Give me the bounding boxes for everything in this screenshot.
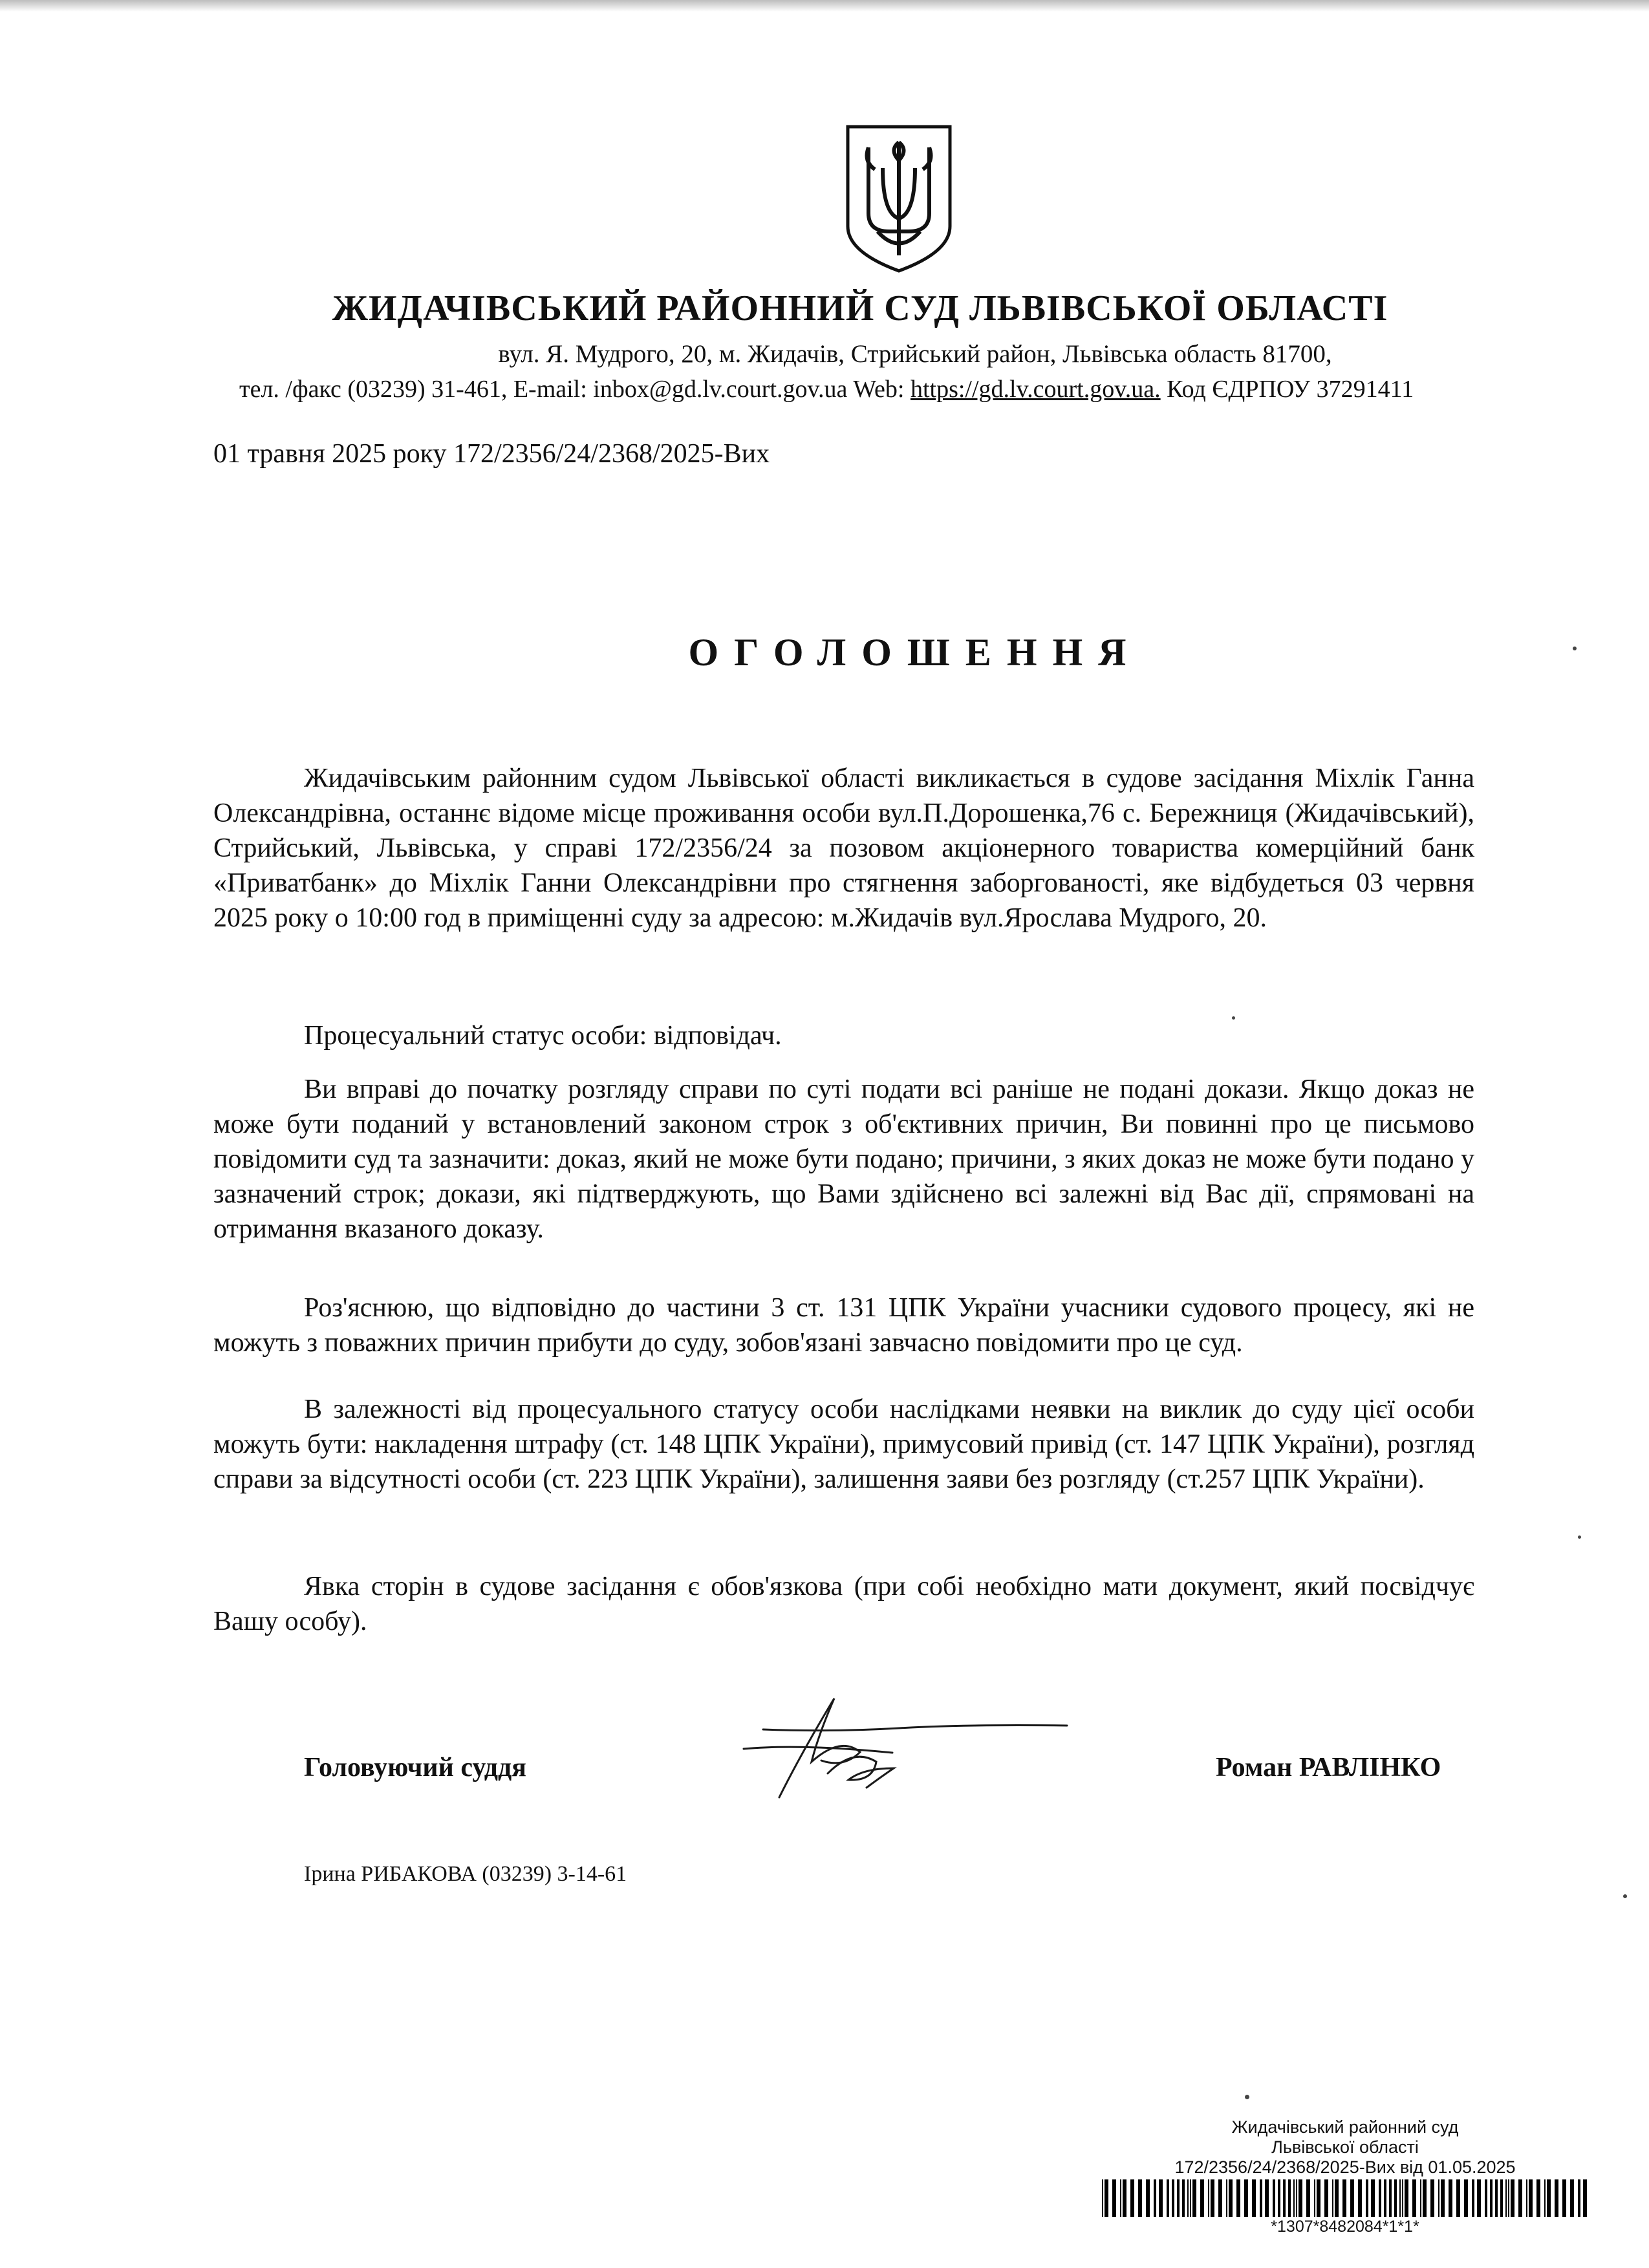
barcode (1099, 2179, 1591, 2217)
barcode-bar (1536, 2179, 1540, 2217)
website-link[interactable]: https://gd.lv.court.gov.ua. (910, 376, 1161, 403)
barcode-bar (1105, 2179, 1108, 2217)
barcode-bar (1529, 2179, 1533, 2217)
barcode-bar (1187, 2179, 1189, 2217)
barcode-bar (1159, 2179, 1163, 2217)
barcode-bar (1229, 2179, 1233, 2217)
trident-coat-of-arms-icon (844, 123, 954, 275)
barcode-text: *1307*8482084*1*1* (1271, 2218, 1419, 2236)
barcode-bar (1252, 2179, 1256, 2217)
barcode-bar (1167, 2179, 1169, 2217)
consequences-paragraph (213, 1392, 1474, 1497)
stamp-region-line: Львівської області (1271, 2137, 1419, 2157)
barcode-bar (1366, 2179, 1368, 2217)
barcode-bar (1306, 2179, 1310, 2217)
barcode-bar (1570, 2179, 1574, 2217)
barcode-bar (1449, 2179, 1452, 2217)
barcode-bar (1211, 2179, 1214, 2217)
barcode-bar (1120, 2179, 1121, 2217)
registration-stamp (1093, 2117, 1597, 2237)
status-text: Процесуальний статус особи: відповідач. (304, 1021, 782, 1051)
barcode-bar (1389, 2179, 1392, 2217)
document-reference: 01 травня 2025 року 172/2356/24/2368/2025-Вих (213, 439, 770, 469)
judge-position: Головуючий суддя (304, 1753, 526, 1782)
barcode-bar (1456, 2179, 1460, 2217)
scan-speck (1232, 1016, 1235, 1020)
barcode-bar (1190, 2179, 1191, 2217)
barcode-bar (1278, 2179, 1280, 2217)
barcode-bar (1472, 2179, 1474, 2217)
barcode-bar (1495, 2179, 1498, 2217)
barcode-bar (1182, 2179, 1185, 2217)
barcode-bar (1526, 2179, 1527, 2217)
judge-name: Роман РАВЛІНКО (1216, 1753, 1441, 1782)
barcode-bar (1544, 2179, 1546, 2217)
barcode-bar (1441, 2179, 1445, 2217)
court-contacts (239, 375, 1414, 403)
barcode-bar (1200, 2179, 1204, 2217)
scan-top-edge (0, 0, 1649, 12)
barcode-bar (1296, 2179, 1297, 2217)
barcode-bar (1146, 2179, 1150, 2217)
handwritten-signature (705, 1691, 1080, 1801)
scan-speck (1245, 2095, 1249, 2099)
barcode-bar (1154, 2179, 1156, 2217)
barcode-bar (1112, 2179, 1116, 2217)
barcode-bar (1379, 2179, 1381, 2217)
attendance-paragraph (213, 1569, 1474, 1639)
barcode-bar (1420, 2179, 1421, 2217)
edrpou-code: Код ЄДРПОУ 37291411 (1160, 376, 1414, 403)
barcode-bar (1192, 2179, 1196, 2217)
summons-paragraph (213, 761, 1474, 936)
barcode-bar (1102, 2179, 1103, 2217)
barcode-bar (1371, 2179, 1375, 2217)
barcode-bar (1547, 2179, 1551, 2217)
scan-speck (1578, 1535, 1581, 1539)
barcode-bar (1505, 2179, 1507, 2217)
evidence-paragraph (213, 1072, 1474, 1246)
barcode-bar (1358, 2179, 1362, 2217)
status-paragraph (213, 1018, 1474, 1053)
barcode-bar (1399, 2179, 1401, 2217)
barcode-bar (1314, 2179, 1315, 2217)
barcode-bar (1342, 2179, 1346, 2217)
barcode-bar (1273, 2179, 1275, 2217)
barcode-bar (1508, 2179, 1509, 2217)
barcode-bar (1555, 2179, 1558, 2217)
stamp-court-line: Жидачівський районний суд (1231, 2117, 1459, 2137)
barcode-bar (1236, 2179, 1240, 2217)
stamp-reference-line: 172/2356/24/2368/2025-Вих від 01.05.2025 (1174, 2157, 1516, 2177)
consequences-text: В залежності від процесуального статусу особи наслідками неявки на виклик до суду цієї особи можуть бути: накладення штрафу (ст. 148 ЦПК України), примусовий привід (ст. 147 ЦПК України), розгляд справи за відсутності особи (ст. 223 ЦПК України), залишення заяви без розгляду (ст.257 ЦПК України). (213, 1395, 1474, 1494)
barcode-bar (1288, 2179, 1291, 2217)
evidence-text: Ви вправі до початку розгляду справи по суті подати всі раніше не подані докази. Якщо доказ не може бути поданий у встановлений законом строк з об'єктивних причин, Ви повинні про це письмово повідомити суд та зазначити: доказ, який не може бути подано; причини, з яких доказ не може бути подано у зазначений строк; докази, які підтверджують, що Вами здійснено всі залежні від Вас дії, спрямовані на отримання вказаного доказу. (213, 1075, 1474, 1244)
document-title: ОГОЛОШЕННЯ (688, 631, 1142, 674)
barcode-bar (1317, 2179, 1320, 2217)
barcode-bar (1283, 2179, 1286, 2217)
scan-speck (1623, 1894, 1627, 1898)
barcode-bar (1477, 2179, 1481, 2217)
barcode-bar (1464, 2179, 1468, 2217)
court-address: вул. Я. Мудрого, 20, м. Жидачів, Стрийський район, Львівська область 81700, (498, 340, 1332, 368)
attendance-text: Явка сторін в судове засідання є обов'язкова (при собі необхідно мати документ, який посвідчує Вашу особу). (213, 1572, 1474, 1636)
barcode-bar (1299, 2179, 1302, 2217)
barcode-bar (1177, 2179, 1180, 2217)
barcode-bar (1423, 2179, 1427, 2217)
barcode-bar (1412, 2179, 1416, 2217)
barcode-bar (1490, 2179, 1493, 2217)
barcode-bar (1384, 2179, 1386, 2217)
barcode-bar (1335, 2179, 1339, 2217)
explanation-paragraph (213, 1290, 1474, 1360)
barcode-bar (1208, 2179, 1209, 2217)
barcode-bar (1511, 2179, 1514, 2217)
barcode-bar (1324, 2179, 1328, 2217)
scan-speck (1573, 647, 1577, 650)
barcode-bar (1123, 2179, 1126, 2217)
barcode-bar (1218, 2179, 1222, 2217)
barcode-bar (1485, 2179, 1487, 2217)
executor-contact: Ірина РИБАКОВА (03239) 3-14-61 (304, 1862, 627, 1886)
barcode-bar (1332, 2179, 1333, 2217)
barcode-bar (1583, 2179, 1587, 2217)
barcode-bar (1350, 2179, 1354, 2217)
barcode-bar (1260, 2179, 1262, 2217)
barcode-bar (1402, 2179, 1403, 2217)
barcode-bar (1438, 2179, 1439, 2217)
barcode-bar (1244, 2179, 1248, 2217)
barcode-bar (1130, 2179, 1134, 2217)
barcode-bar (1293, 2179, 1295, 2217)
barcode-bar (1265, 2179, 1269, 2217)
barcode-bar (1562, 2179, 1566, 2217)
barcode-bar (1430, 2179, 1434, 2217)
court-name: ЖИДАЧІВСЬКИЙ РАЙОННИЙ СУД ЛЬВІВСЬКОЇ ОБЛАСТІ (332, 288, 1388, 328)
barcode-bar (1138, 2179, 1142, 2217)
summons-text: Жидачівським районним судом Львівської області викликається в судове засідання Міхлік Ганна Олександрівна, останнє відоме місце проживання особи вул.П.Дорошенка,76 с. Бережниця (Жидачівський), Стрийський, Львівська, у справі 172/2356/24 за позовом акціонерного товариства комерційний банк «Приватбанк» до Міхлік Ганни Олександрівни про стягнення заборгованості, яке відбудеться 03 червня 2025 року о 10:00 год в приміщенні суду за адресою: м.Жидачів вул.Ярослава Мудрого, 20. (213, 764, 1474, 933)
barcode-bar (1405, 2179, 1408, 2217)
barcode-bar (1172, 2179, 1174, 2217)
barcode-bar (1226, 2179, 1227, 2217)
barcode-bar (1578, 2179, 1580, 2217)
contacts-phone-email: тел. /факс (03239) 31-461, E-mail: inbox@gd.lv.court.gov.ua Web: (239, 376, 911, 403)
barcode-bar (1394, 2179, 1397, 2217)
barcode-bar (1500, 2179, 1503, 2217)
barcode-bar (1518, 2179, 1522, 2217)
explanation-text: Роз'яснюю, що відповідно до частини 3 ст. 131 ЦПК України учасники судового процесу, які не можуть з поважних причин прибути до суду, зобов'язані завчасно повідомити про це суд. (213, 1293, 1474, 1358)
